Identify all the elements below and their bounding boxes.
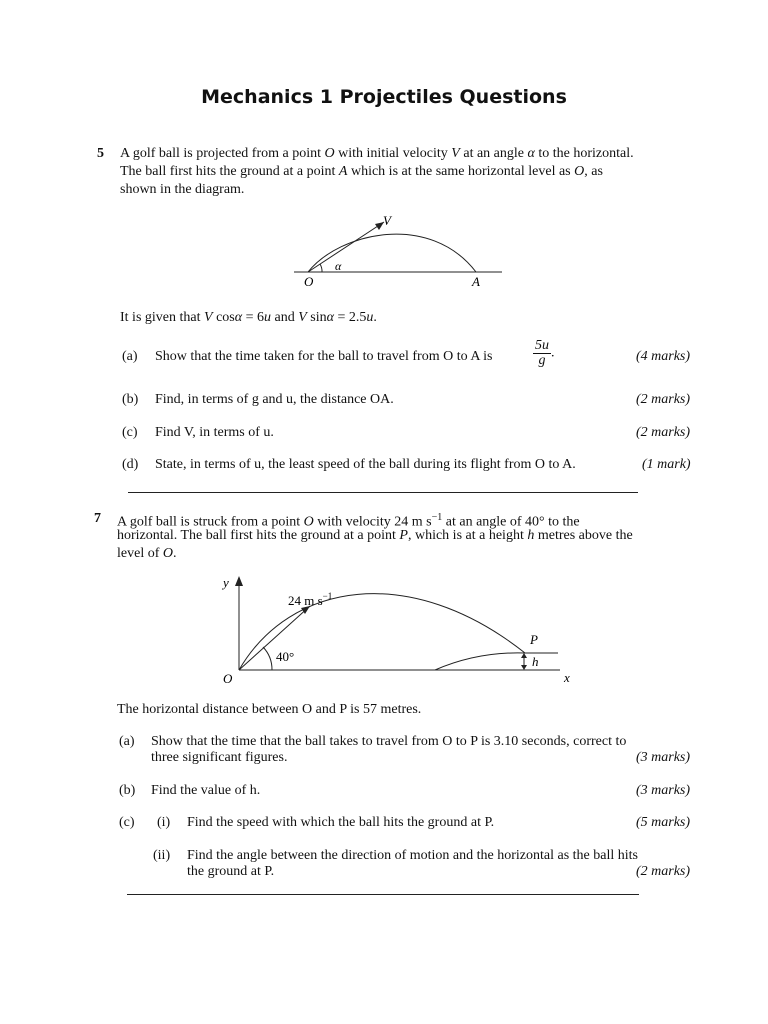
q7-angle-arc — [263, 647, 272, 670]
q7-given-statement: The horizontal distance between O and P is 57 metres. — [117, 702, 422, 717]
q5-part-d-text: State, in terms of u, the least speed of the ball during its flight from O to A. — [155, 457, 576, 472]
q5-part-d-label: (d) — [122, 457, 139, 472]
question-7-number: 7 — [94, 511, 101, 526]
q7-part-c-ii-marks: (2 marks) — [636, 864, 691, 879]
q7-part-a-label: (a) — [119, 734, 135, 749]
q7-part-c-label: (c) — [119, 815, 135, 830]
q5-trajectory-curve — [308, 234, 476, 272]
q7-divider — [127, 894, 639, 895]
q7-label-y: y — [223, 575, 229, 590]
q7-intro-line-2: horizontal. The ball first hits the ground at a point P, which is at a height h metres above the — [117, 528, 633, 543]
q5-part-b-marks: (2 marks) — [636, 392, 691, 407]
q5-part-c-marks: (2 marks) — [636, 425, 691, 440]
q5-part-a-text: Show that the time taken for the ball to travel from O to A is — [155, 349, 493, 364]
q5-part-c-label: (c) — [122, 425, 138, 440]
q5-part-b-text: Find, in terms of g and u, the distance OA. — [155, 392, 394, 407]
q7-part-b-marks: (3 marks) — [636, 783, 691, 798]
q7-intro-line-1: A golf ball is struck from a point O with velocity 24 m $s^{-1}$ at an angle of 40° to the — [117, 512, 580, 530]
q7-label-x: x — [564, 670, 570, 685]
q7-label-angle: 40° — [276, 649, 295, 664]
q7-label-o: O — [223, 671, 233, 686]
q5-label-a: A — [472, 274, 480, 289]
q5-part-a-label: (a) — [122, 349, 138, 364]
q7-ground-profile — [435, 653, 558, 670]
q7-label-p: P — [530, 632, 538, 647]
q7-part-c-i-text: Find the speed with which the ball hits the ground at P. — [187, 815, 495, 830]
page-title: Mechanics 1 Projectiles Questions — [201, 86, 567, 108]
q7-part-a-line-1: Show that the time that the ball takes to travel from O to P is 3.10 seconds, correct to — [151, 734, 627, 749]
q5-intro-line-2: The ball first hits the ground at a point A which is at the same horizontal level as O, as — [120, 164, 603, 179]
q7-velocity-arrow — [239, 606, 310, 670]
q7-part-c-ii-line-2: the ground at P. — [187, 864, 275, 879]
q5-given-statement: It is given that V cosα = 6u and V sinα = 2.5u. — [120, 310, 377, 325]
q7-height-arrow-up — [521, 653, 527, 658]
q5-divider — [128, 492, 638, 493]
q7-trajectory-diagram — [210, 572, 590, 688]
q7-part-a-line-2: three significant figures. — [151, 750, 288, 765]
q7-part-c-ii-label: (ii) — [153, 848, 171, 863]
q7-part-c-ii-line-1: Find the angle between the direction of motion and the horizontal as the ball hits — [187, 848, 638, 863]
q7-part-c-i-marks: (5 marks) — [636, 815, 691, 830]
q5-intro-line-1: A golf ball is projected from a point O with initial velocity V at an angle α to the horizontal. — [120, 146, 634, 161]
q7-part-b-label: (b) — [119, 783, 136, 798]
q5-intro-line-3: shown in the diagram. — [120, 182, 245, 197]
q7-y-axis-arrowhead — [235, 576, 243, 586]
q7-part-b-text: Find the value of h. — [151, 783, 261, 798]
q7-intro-line-3: level of O. — [117, 546, 177, 561]
q5-part-c-text: Find V, in terms of u. — [155, 425, 274, 440]
q5-label-alpha: α — [335, 259, 342, 273]
q7-label-h: h — [532, 654, 539, 669]
q5-angle-arc — [320, 264, 322, 272]
q5-part-d-marks: (1 mark) — [642, 457, 691, 472]
q5-label-v: V — [383, 213, 391, 228]
q7-height-arrow-down — [521, 665, 527, 670]
q5-trajectory-diagram — [280, 208, 520, 292]
q5-part-a-marks: (4 marks) — [636, 349, 691, 364]
q5-label-o: O — [304, 274, 314, 289]
q5-part-a-fraction: $\frac{5u}{g}$ . — [535, 338, 555, 368]
question-5-number: 5 — [97, 146, 104, 161]
q7-part-a-marks: (3 marks) — [636, 750, 691, 765]
q7-label-speed: 24 m $s^{-1}$ — [288, 591, 333, 608]
q5-velocity-arrow — [308, 222, 384, 272]
q5-part-b-label: (b) — [122, 392, 139, 407]
q7-part-c-i-label: (i) — [157, 815, 171, 830]
